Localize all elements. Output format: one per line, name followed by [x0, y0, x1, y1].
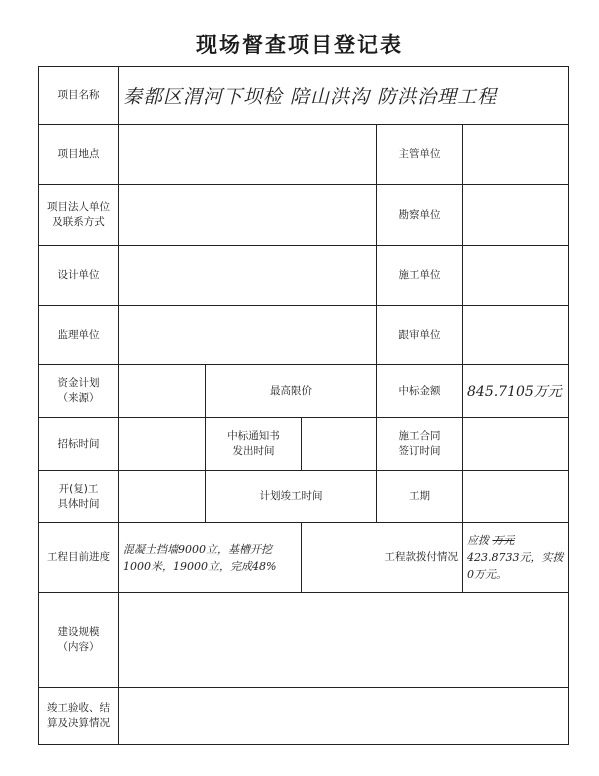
contract-value — [463, 418, 569, 471]
planned-completion-label: 计划竣工时间 — [206, 471, 377, 523]
payment-label: 工程款拨付情况 — [302, 523, 463, 593]
legal-entity-label-line1: 项目法人单位 — [47, 201, 110, 213]
row-design — [39, 246, 569, 306]
row-start — [39, 471, 569, 523]
payment-value — [463, 523, 569, 593]
legal-entity-label — [39, 185, 119, 246]
row-final — [39, 688, 569, 745]
form-title: 现场督查项目登记表 — [196, 32, 403, 57]
max-price-label: 最高限价 — [206, 365, 377, 418]
notice-label-line2: 发出时间 — [232, 445, 275, 457]
notice-value — [302, 418, 377, 471]
tender-time-value — [119, 418, 206, 471]
row-location — [39, 125, 569, 185]
legal-entity-label-line2: 及联系方式 — [52, 216, 105, 228]
duration-value — [463, 471, 569, 523]
start-time-label-line2: 具体时间 — [57, 497, 100, 510]
survey-value — [463, 185, 569, 246]
bid-amount-value: 845.7105万元 — [463, 365, 569, 418]
start-time-value — [119, 471, 206, 523]
final-label-line1: 竣工验收、结 — [47, 702, 110, 714]
row-funding — [39, 365, 569, 418]
authority-value — [463, 125, 569, 185]
row-supervision — [39, 306, 569, 365]
row-scale — [39, 593, 569, 688]
start-time-label — [39, 471, 119, 523]
project-location-value — [119, 125, 377, 185]
inspection-form-table — [38, 66, 569, 745]
final-value — [119, 688, 569, 745]
payment-value-line2: 423.8733元，实拨0万元。 — [467, 551, 564, 581]
notice-label — [206, 418, 302, 471]
design-label: 设计单位 — [39, 246, 119, 306]
contract-label-line2: 签订时间 — [398, 445, 441, 457]
funding-label-line1: 资金计划 — [57, 377, 100, 389]
authority-label: 主管单位 — [377, 125, 463, 185]
review-label: 跟审单位 — [377, 306, 463, 365]
progress-value — [119, 523, 302, 593]
construction-value — [463, 246, 569, 306]
payment-struck-text: 万元 — [492, 534, 515, 547]
funding-label — [39, 365, 119, 418]
supervision-label: 监理单位 — [39, 306, 119, 365]
funding-label-line2: （来源） — [57, 392, 100, 404]
scale-value — [119, 593, 569, 688]
construction-label: 施工单位 — [377, 246, 463, 306]
row-project-name — [39, 67, 569, 125]
review-value — [463, 306, 569, 365]
row-tender — [39, 418, 569, 471]
progress-label: 工程目前进度 — [39, 523, 119, 593]
legal-entity-value — [119, 185, 377, 246]
scale-label — [39, 593, 119, 688]
notice-label-line1: 中标通知书 — [227, 430, 280, 442]
project-location-label: 项目地点 — [39, 125, 119, 185]
payment-due-label: 应拨 — [467, 534, 489, 547]
tender-time-label: 招标时间 — [39, 418, 119, 471]
contract-label — [377, 418, 463, 471]
payment-value-line1 — [467, 532, 564, 549]
final-label-line2: 算及决算情况 — [47, 717, 110, 729]
start-time-label-line1: 开(复)工 — [58, 482, 99, 495]
final-label — [39, 688, 119, 745]
funding-value — [119, 365, 206, 418]
row-legal-entity — [39, 185, 569, 246]
supervision-value — [119, 306, 377, 365]
survey-label: 勘察单位 — [377, 185, 463, 246]
row-progress — [39, 523, 569, 593]
design-value — [119, 246, 377, 306]
scale-label-line2: （内容） — [57, 641, 100, 653]
progress-value-line2: 1000米，19000立，完成48% — [123, 559, 277, 573]
project-name-label: 项目名称 — [39, 67, 119, 125]
contract-label-line1: 施工合同 — [398, 430, 441, 442]
progress-value-line1: 混凝土挡墙9000立，基槽开挖 — [123, 542, 272, 556]
bid-amount-label: 中标金额 — [377, 365, 463, 418]
duration-label: 工期 — [377, 471, 463, 523]
scale-label-line1: 建设规模 — [57, 626, 100, 638]
project-name-value: 秦都区渭河下坝检 陪山洪沟 防洪治理工程 — [119, 67, 569, 125]
